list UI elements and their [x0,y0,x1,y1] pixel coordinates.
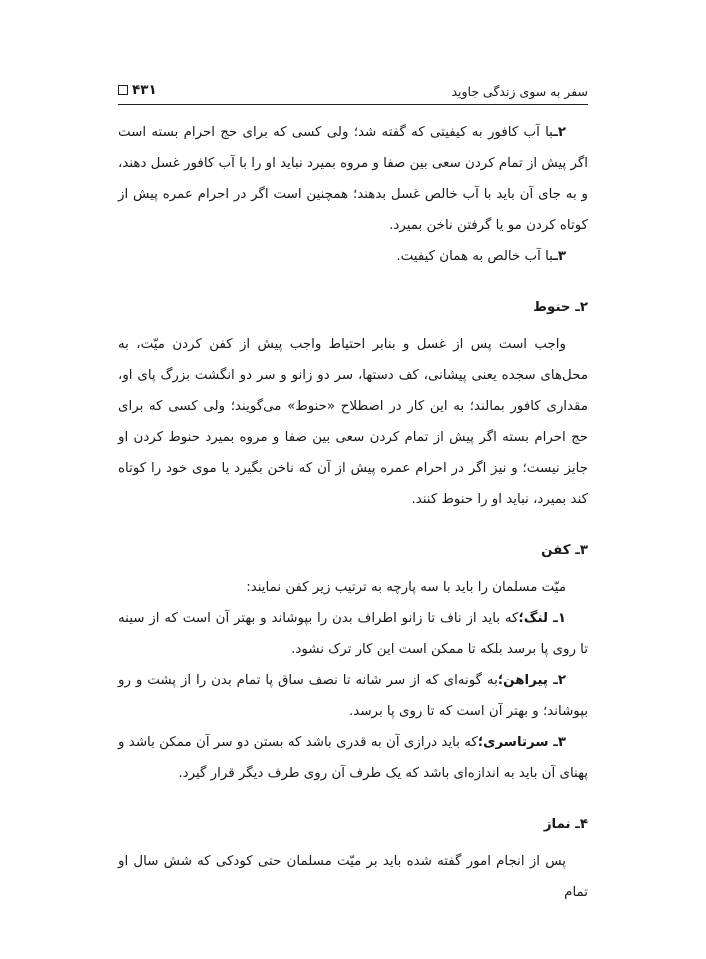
kafan-item-1-text: که باید از ناف تا زانو اطراف بدن را بپوشاند و بهتر آن است که از سینه تا روی پا برسد بلکه تا ممکن است این کار ترک نشود. [118,611,588,657]
section-heading-kafan: ۳ـ کفن [541,543,588,558]
paragraph-item-3 [118,241,588,272]
kafan-item-2-label: ۲ـ پیراهن؛ [497,673,567,688]
item-2-text: با آب کافور به کیفیتی که گفته شد؛ ولی کسی که برای حج احرام بسته است اگر پیش از تمام کردن سعی بین صفا و مروه بمیرد نباید او را با آب کافور غسل دهند، و به جای آن باید با آب خالص غسل بدهند؛ همچنین است اگر در احرام عمره پیش از کوتاه کردن مو یا گرفتن ناخن بمیرد. [118,125,588,233]
paragraph-kafan-intro: میّت مسلمان را باید با سه پارچه به ترتیب زیر کفن نمایند: [246,580,566,595]
kafan-item-3 [118,727,588,789]
kafan-item-3-text: که باید درازی آن به قدری باشد که بستن دو سر آن ممکن باشد و پهنای آن باید به اندازه‌ای باشد که یک طرف آن روی طرف دیگر قرار گیرد. [118,735,588,781]
paragraph-item-2 [118,117,588,241]
running-title: سفر به سوی زندگی جاوید [451,84,588,99]
item-2-number: ۲ـ [553,125,566,140]
page-content [118,117,588,908]
item-3-text: با آب خالص به همان کیفیت. [396,249,554,264]
kafan-item-3-label: ۳ـ سرتاسری؛ [477,735,566,750]
kafan-item-1 [118,603,588,665]
book-page [118,78,588,938]
page-number-value: ۴۳۱ [132,82,157,98]
section-heading-namaz: ۴ـ نماز [543,817,588,832]
section-heading-hunut: ۲ـ حنوط [533,300,588,315]
kafan-item-2 [118,665,588,727]
kafan-item-2-text: به گونه‌ای که از سر شانه تا نصف ساق پا تمام بدن را از پشت و رو بپوشاند؛ و بهتر آن است که تا روی پا برسد. [118,673,588,719]
paragraph-hunut: واجب است پس از غسل و بنابر احتیاط واجب پیش از کفن کردن میّت، به محل‌های سجده یعنی پیشانی، کف دستها، سر دو زانو و سر دو انگشت بزرگ پای او، مقداری کافور بمالند؛ به این کار در اصطلاح «حنوط» می‌گویند؛ ولی کسی که برای حج احرام بسته اگر پیش از تمام کردن سعی بین صفا و مروه بمیرد حنوط کردن او جایز نیست؛ و نیز اگر در احرام عمره پیش از آن که ناخن بگیرد یا موی خود را کوتاه کند بمیرد، نباید او را حنوط کنند. [118,337,588,507]
square-marker-icon [118,85,128,95]
running-header [118,78,588,105]
kafan-item-1-label: ۱ـ لنگ؛ [518,611,566,626]
item-3-number: ۳ـ [553,249,566,264]
paragraph-namaz: پس از انجام امور گفته شده باید بر میّت مسلمان حتی کودکی که شش سال او تمام [118,854,588,900]
page-number [118,82,157,98]
